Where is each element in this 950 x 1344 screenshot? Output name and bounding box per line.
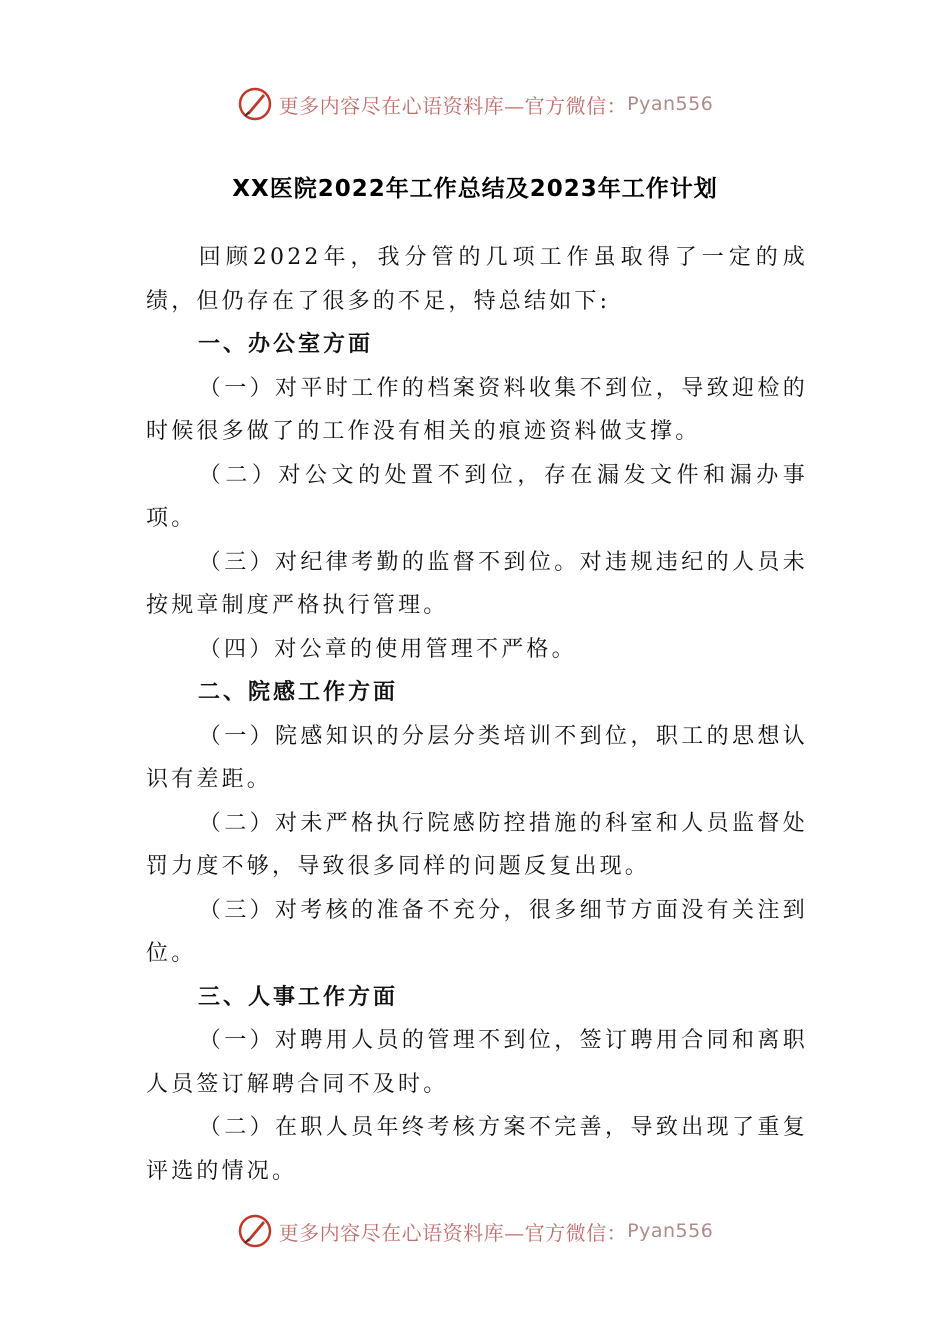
list-item: （一）对聘用人员的管理不到位，签订聘用合同和离职人员签订解聘合同不及时。 — [146, 1028, 808, 1097]
banner-text: 更多内容尽在心语资料库—官方微信： — [278, 93, 628, 118]
banner-wechat-id: Pyan556 — [627, 1220, 714, 1242]
list-item: （一）院感知识的分层分类培训不到位，职工的思想认识有差距。 — [146, 723, 808, 792]
list-item: （二）对未严格执行院感防控措施的科室和人员监督处罚力度不够，导致很多同样的问题反复出现。 — [146, 810, 808, 879]
footer-banner — [0, 1211, 950, 1251]
list-item: （三）对考核的准备不充分，很多细节方面没有关注到位。 — [146, 897, 808, 966]
list-item: （二）对公文的处置不到位，存在漏发文件和漏办事项。 — [146, 462, 808, 531]
section-heading-office: 一、办公室方面 — [198, 332, 374, 357]
banner-wechat-id: Pyan556 — [627, 93, 714, 115]
header-banner — [0, 84, 950, 124]
list-item: （一）对平时工作的档案资料收集不到位，导致迎检的时候很多做了的工作没有相关的痕迹资料做支撑。 — [146, 375, 808, 444]
list-item: （四）对公章的使用管理不严格。 — [198, 636, 577, 662]
document-body — [146, 236, 808, 1193]
quill-logo-icon — [237, 86, 273, 122]
section-heading-personnel: 三、人事工作方面 — [198, 984, 399, 1010]
quill-logo-icon — [237, 1213, 273, 1249]
list-item: （二）在职人员年终考核方案不完善，导致出现了重复评选的情况。 — [146, 1115, 808, 1184]
section-heading-infection-control: 二、院感工作方面 — [198, 680, 399, 705]
list-item: （三）对纪律考勤的监督不到位。对违规违纪的人员未按规章制度严格执行管理。 — [146, 549, 808, 618]
banner-text: 更多内容尽在心语资料库—官方微信： — [278, 1220, 628, 1245]
document-title: XX医院2022年工作总结及2023年工作计划 — [232, 176, 718, 202]
intro-paragraph: 回顾2022年，我分管的几项工作虽取得了一定的成绩，但仍存在了很多的不足，特总结如下: — [146, 245, 808, 314]
